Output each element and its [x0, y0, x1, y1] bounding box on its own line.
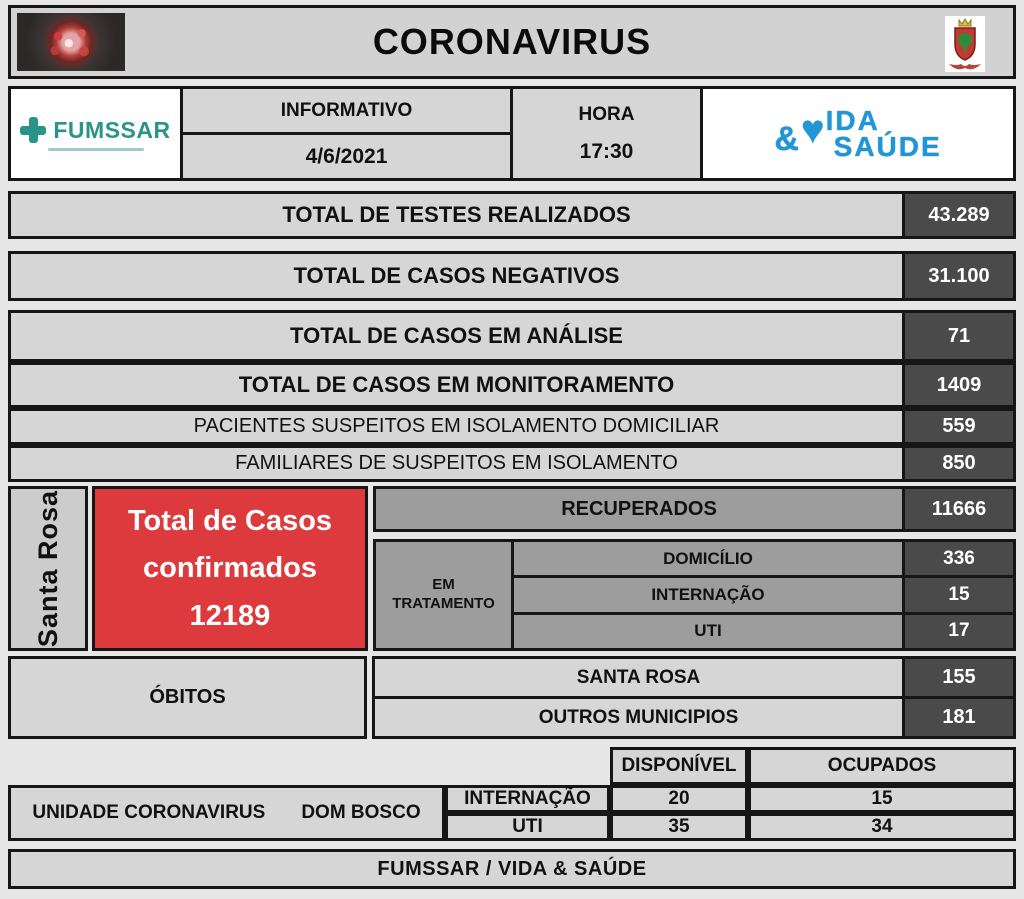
internacao-disponivel: 20 [610, 785, 748, 813]
ampersand-glyph: & [774, 120, 799, 158]
fumssar-logo-text: FUMSSAR [53, 116, 171, 143]
title-bar [8, 5, 1016, 79]
santa-rosa-section [8, 486, 1016, 651]
uti-disponivel: 35 [610, 813, 748, 841]
obitos-row-value: 155 [902, 659, 1013, 696]
info-table [8, 86, 1016, 181]
row-uti [514, 612, 1013, 648]
uti-ocupados: 34 [748, 813, 1016, 841]
bulletin-date: 4/6/2021 [305, 144, 388, 168]
unidade-coronavirus-table [8, 747, 1016, 841]
stat-label: TOTAL DE CASOS NEGATIVOS [293, 263, 620, 288]
vida-saude-logo: & ♥ IDA SAÚDE [703, 89, 1013, 178]
confirmed-line1: Total de Casos [127, 504, 333, 537]
obitos-row-value: 181 [902, 699, 1013, 736]
stat-value: 43.289 [902, 194, 1013, 236]
stat-value: 1409 [902, 365, 1013, 405]
treatment-label: DOMICÍLIO [663, 548, 753, 568]
treatment-value: 15 [902, 578, 1013, 611]
stat-label: TOTAL DE CASOS EM MONITORAMENTO [238, 372, 675, 397]
unit-label: UNIDADE CORONAVIRUS [32, 802, 266, 823]
confirmed-cases-box [92, 486, 368, 651]
row-header-internacao: INTERNAÇÃO [445, 785, 610, 813]
treatment-label: INTERNAÇÃO [651, 584, 765, 604]
stat-value: 31.100 [902, 254, 1013, 298]
fumssar-logo [11, 89, 183, 178]
stat-value: 850 [902, 448, 1013, 479]
row-header-uti: UTI [445, 813, 610, 841]
region-label-box [8, 486, 88, 651]
vida-text: IDA [825, 105, 880, 137]
obitos-section [8, 656, 1016, 739]
treatment-value: 17 [902, 615, 1013, 648]
em-tratamento-label: EM TRATAMENTO [376, 542, 514, 648]
recuperados-value: 11666 [902, 489, 1013, 529]
footer-bar: FUMSSAR / VIDA & SAÚDE [8, 849, 1016, 889]
em-tratamento-box [373, 539, 1016, 651]
stat-label: PACIENTES SUSPEITOS EM ISOLAMENTO DOMICILIAR [193, 415, 720, 437]
row-familiares-suspeitos [8, 445, 1016, 482]
informativo-cell [183, 89, 513, 178]
treatment-value: 336 [902, 542, 1013, 575]
row-domicilio [514, 542, 1013, 575]
row-casos-em-monitoramento [8, 362, 1016, 408]
column-header-disponivel: DISPONÍVEL [610, 747, 748, 785]
row-casos-em-analise [8, 310, 1016, 362]
stat-label: TOTAL DE CASOS EM ANÁLISE [290, 323, 623, 348]
obitos-row-label: OUTROS MUNICIPIOS [538, 706, 739, 728]
stat-label: FAMILIARES DE SUSPEITOS EM ISOLAMENTO [235, 452, 678, 474]
row-internacao [514, 575, 1013, 611]
stat-value: 559 [902, 411, 1013, 442]
hora-label: HORA [578, 103, 635, 125]
row-obitos-santa-rosa [375, 659, 1013, 696]
bulletin-time: 17:30 [579, 139, 634, 163]
treatment-label: UTI [694, 621, 722, 641]
obitos-row-label: SANTA ROSA [576, 666, 701, 688]
confirmed-value: 12189 [189, 599, 271, 632]
internacao-ocupados: 15 [748, 785, 1016, 813]
hora-cell [513, 89, 703, 178]
row-obitos-outros [375, 696, 1013, 736]
region-label: Santa Rosa [32, 489, 63, 648]
obitos-label: ÓBITOS [8, 656, 367, 739]
empty-cell [8, 747, 610, 785]
unit-name-cell [8, 785, 445, 841]
row-testes-realizados [8, 191, 1016, 239]
informativo-label: INFORMATIVO [183, 89, 510, 135]
fumssar-tagline [48, 148, 144, 151]
column-header-ocupados: OCUPADOS [748, 747, 1016, 785]
row-pacientes-suspeitos [8, 408, 1016, 445]
confirmed-line2: confirmados [142, 552, 318, 585]
stat-label: TOTAL DE TESTES REALIZADOS [282, 202, 631, 227]
municipal-crest-icon [945, 16, 985, 77]
row-casos-negativos [8, 251, 1016, 301]
stat-value: 71 [902, 313, 1013, 359]
page-title: CORONAVIRUS [372, 21, 652, 62]
recuperados-label: RECUPERADOS [561, 497, 717, 520]
medical-cross-icon [20, 117, 46, 143]
row-recuperados [373, 486, 1016, 532]
saude-text: SAÚDE [833, 130, 942, 162]
unit-name: DOM BOSCO [301, 802, 421, 823]
